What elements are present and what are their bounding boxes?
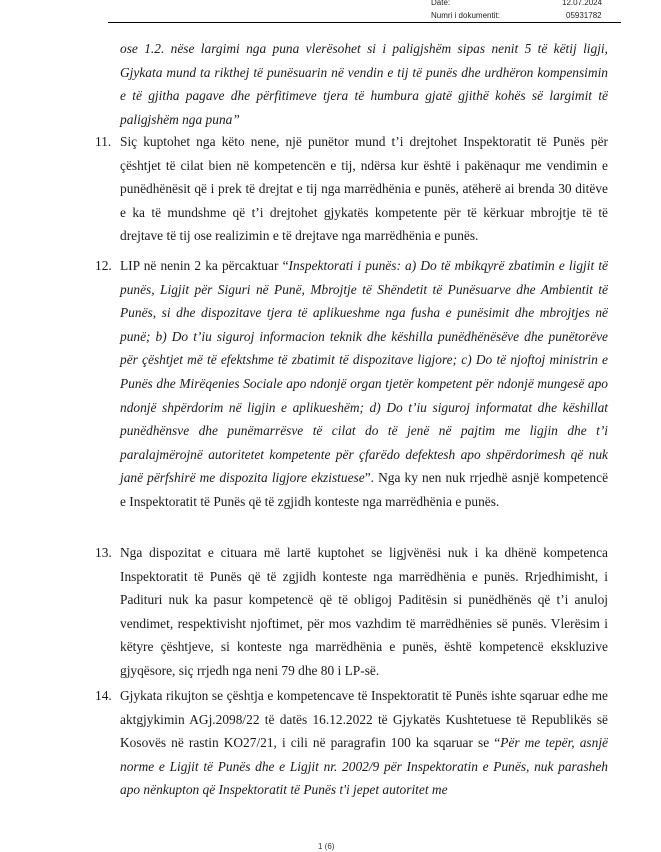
paragraph-14: [95, 684, 608, 802]
paragraph-11: [95, 130, 608, 248]
text-before-quote: LIP në nenin 2 ka përcaktuar “: [120, 258, 289, 273]
paragraph-13: [95, 541, 608, 683]
paragraph-number: 14.: [95, 688, 112, 703]
quote-continuation: ose 1.2. nëse largimi nga puna vlerësohet si i paligjshëm sipas nenit 5 të këtij ligji, Gjykata mund ta rikthej të punësuarin në vendin e tij të punës dhe urdhëron kompensimin e të gjitha pagave dhe përfitimeve tjera të humbura gjatë gjithë kohës së largimit të paligjshëm nga puna”: [120, 41, 608, 127]
paragraph-text: [120, 684, 608, 802]
date-label: Date:: [431, 0, 451, 7]
paragraph-number: 13.: [95, 545, 112, 560]
text-after-quote: ”. Nga ky nen nuk rrjedhë asnjë kompetencë e Inspektoratit të Punës që të zgjidh konteste nga marrëdhënia e punës.: [120, 470, 609, 509]
paragraph-text: Siç kuptohet nga këto nene, një punëtor mund t’i drejtohet Inspektoratit të Punës për çështjet të cilat bien në kompetencën e tij, ndërsa kur është i pakënaqur me vendimin e punëdhënësit që i prek të drejtat e tij nga marrëdhënia e punës, atëherë ai brenda 30 ditëve e ka të mundshme që t’i drejtohet gjykatës kompetente për të kërkuar mbrojtje të të drejtave të tij ose realizimin e të drejtave nga marrëdhënia e punës.: [120, 134, 608, 244]
document-number-label: Numri i dokumentit:: [431, 11, 500, 20]
header-divider: [108, 22, 621, 23]
paragraph-12: [95, 254, 608, 514]
document-number-value: 05931782: [566, 11, 602, 20]
paragraph-text: [120, 254, 608, 514]
date-value: 12.07.2024: [562, 0, 603, 7]
quoted-law-text: Inspektorati i punës: a) Do të mbikqyrë zbatimin e ligjit të punës, Ligjit për Siguri në Punë, Mbrojtje të Shëndetit të Punësuarve dhe Ambientit të Punës, si dhe dispozitave tjera të aplikueshme nga fusha e punësimit dhe mbrojtjes në punë; b) Do t’iu siguroj informacion teknik dhe këshilla punëdhënësëve dhe punëtorëve për çështjet më të efektshme të zbatimit të dispozitave ligjore; c) Do të njoftoj ministrin e Punës dhe Mirëqenies Sociale apo ndonjë organ tjetër kompetent për ndonjë mungesë apo ndonjë shpërdorim në ligjin e aplikueshëm; d) Do t’iu siguroj informatat dhe këshillat punëdhënsve dhe punëmarrësve të cilat do të jenë në pajtim me ligjin dhe t’i paralajmërojnë autoritetet kompetente për çfarëdo defektesh apo shpërdorimesh që nuk janë përfshirë me dispozita ligjore ekzistuese: [120, 258, 608, 486]
paragraph-number: 11.: [95, 134, 112, 149]
page-number: 1 (6): [318, 842, 335, 851]
paragraph-number: 12.: [95, 258, 112, 273]
text-before-quote: Gjykata rikujton se çështja e kompetencave të Inspektoratit të Punës ishte sqaruar edhe me aktgjykimin AGj.2098/22 të datës 16.12.2022 të Gjykatës Kushtetuese të Republikës së Kosovës në rastin KO27/21, i cili në paragrafin 100 ka sqaruar se “: [120, 688, 608, 751]
paragraph-text: Nga dispozitat e cituara më lartë kuptohet se ligjvënësi nuk i ka dhënë kompetenca Inspektoratit të Punës që të zgjidh konteste nga marrëdhënia e punës. Rrjedhimisht, i Padituri nuk ka pasur kompetencë që të obligoj Paditësin si punëdhënës që t’i anuloj vendimet, respektivisht njoftimet, për mos vazhdim të marrëdhënies së punës. Vlerësim i këtyre çështjeve, si konteste nga marrëdhënia e punës, është kompetencë ekskluzive gjyqësore, siç rrjedh nga neni 79 dhe 80 i LP-së.: [120, 545, 608, 678]
quoted-court-text: Për me tepër, asnjë norme e Ligjit të Punës dhe e Ligjit nr. 2002/9 për Inspektoratin e Punës, nuk parasheh apo nënkupton që Inspektoratit të Punës t'i jepet autoritet me: [120, 735, 608, 798]
